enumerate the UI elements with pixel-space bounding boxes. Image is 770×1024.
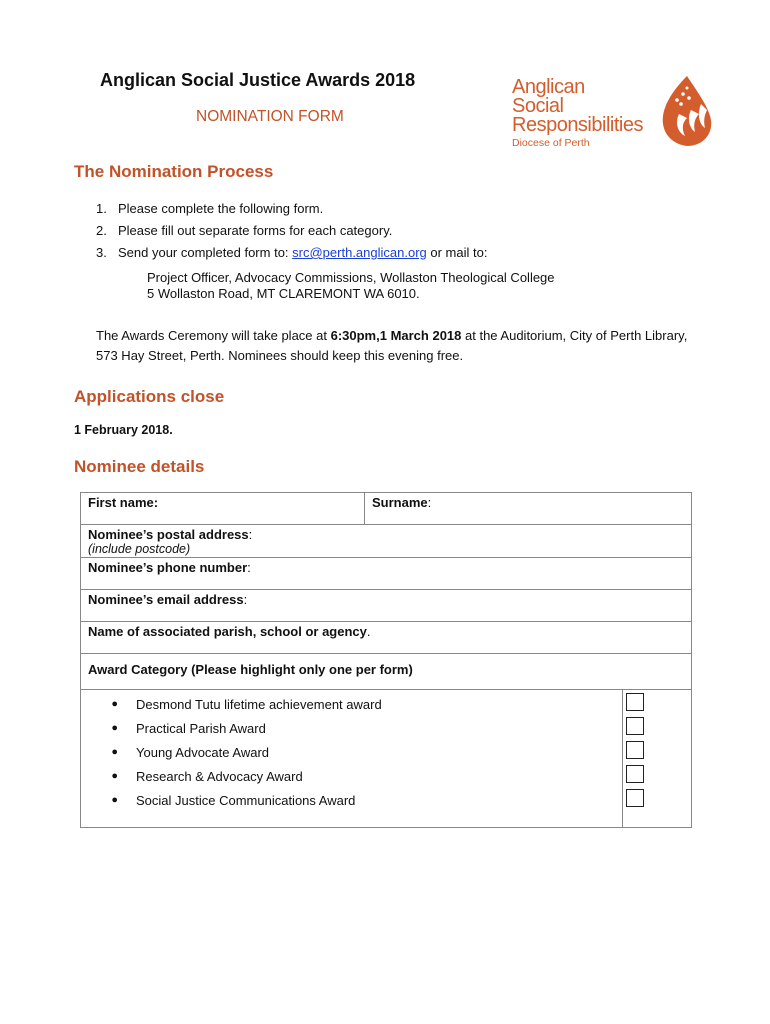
step-text-before: Send your completed form to:: [118, 245, 293, 260]
postal-label: Nominee’s postal address: [88, 527, 249, 542]
award-category-label: Award Category (Please highlight only one per form): [88, 662, 413, 677]
nominee-form-table: [80, 492, 692, 828]
list-item: [96, 245, 487, 267]
process-heading: The Nomination Process: [74, 162, 274, 181]
step-text-after: or mail to:: [426, 245, 488, 260]
award-category-header: [81, 653, 691, 689]
award-category-list: [81, 689, 691, 827]
award-checkbox-young-advocate[interactable]: [626, 741, 644, 759]
ceremony-paragraph: [96, 326, 706, 366]
award-label: Research & Advocacy Award: [136, 768, 303, 784]
label-period: .: [366, 624, 371, 639]
bullet-icon: ●: [111, 770, 118, 782]
award-checkbox-desmond-tutu[interactable]: [626, 693, 644, 711]
logo-line: Responsibilities: [512, 114, 643, 136]
close-date: 1 February 2018.: [74, 423, 173, 437]
form-subtitle: NOMINATION FORM: [196, 108, 344, 125]
parish-label: Name of associated parish, school or agency: [88, 624, 367, 639]
label-colon: :: [248, 527, 253, 542]
label-colon: :: [247, 560, 251, 575]
first-name-label: First name: [88, 495, 154, 510]
label-colon: :: [153, 495, 159, 510]
bullet-icon: ●: [111, 698, 118, 710]
bullet-icon: ●: [111, 746, 118, 758]
label-colon: :: [427, 495, 432, 510]
logo-wordmark: [512, 78, 643, 135]
process-steps: [96, 201, 487, 267]
email-link[interactable]: src@perth.anglican.org: [292, 245, 427, 260]
organisation-logo: [512, 78, 717, 150]
flame-emblem-icon: [657, 74, 719, 148]
ceremony-text: The Awards Ceremony will take place at: [96, 328, 331, 343]
ceremony-time: 6:30pm,1 March 2018: [330, 328, 462, 343]
award-label: Social Justice Communications Award: [136, 792, 356, 808]
step-number: 3.: [96, 245, 107, 260]
list-item: [81, 788, 622, 812]
award-label: Desmond Tutu lifetime achievement award: [136, 696, 382, 712]
bullet-icon: ●: [111, 794, 118, 806]
bullet-icon: ●: [111, 722, 118, 734]
postal-address-field[interactable]: [81, 524, 691, 557]
award-checkbox-practical-parish[interactable]: [626, 717, 644, 735]
address-line: Project Officer, Advocacy Commissions, Wollaston Theological College: [147, 270, 555, 285]
parish-field[interactable]: [81, 621, 691, 653]
list-item: [81, 692, 622, 716]
award-label: Practical Parish Award: [136, 720, 266, 736]
list-item: [96, 201, 487, 223]
step-text: Please fill out separate forms for each category.: [118, 223, 393, 238]
ceremony-text: at the Auditorium, City of Perth Library, 573 Hay Street, Perth. Nominees should keep this evening free.: [96, 328, 688, 363]
postal-hint: (include postcode): [88, 542, 191, 556]
step-text: [118, 245, 487, 267]
label-colon: :: [243, 592, 248, 607]
email-field[interactable]: [81, 589, 691, 621]
award-checkbox-communications[interactable]: [626, 789, 644, 807]
list-item: [81, 764, 622, 788]
surname-label: Surname: [372, 495, 428, 510]
first-name-field[interactable]: [81, 493, 365, 524]
surname-field[interactable]: [365, 493, 431, 524]
list-item: [81, 716, 622, 740]
name-row: [81, 493, 691, 524]
applications-heading: Applications close: [74, 387, 225, 406]
nominee-heading: Nominee details: [74, 457, 205, 476]
award-label: Young Advocate Award: [136, 744, 270, 760]
phone-label: Nominee’s phone number: [88, 560, 248, 575]
page-title: Anglican Social Justice Awards 2018: [100, 70, 416, 90]
step-number: 2.: [96, 223, 107, 238]
award-options: [81, 690, 622, 827]
logo-diocese: Diocese of Perth: [512, 137, 590, 149]
step-number: 1.: [96, 201, 107, 216]
phone-field[interactable]: [81, 557, 691, 589]
list-item: [96, 223, 487, 245]
award-checkbox-column: [622, 690, 691, 827]
list-item: [81, 740, 622, 764]
email-label: Nominee’s email address: [88, 592, 244, 607]
address-line: 5 Wollaston Road, MT CLAREMONT WA 6010.: [147, 286, 420, 301]
award-checkbox-research-advocacy[interactable]: [626, 765, 644, 783]
step-text: Please complete the following form.: [118, 201, 324, 216]
logo-line: Anglican: [512, 76, 585, 98]
logo-line: Social: [512, 95, 564, 117]
mailing-address: [147, 270, 555, 302]
